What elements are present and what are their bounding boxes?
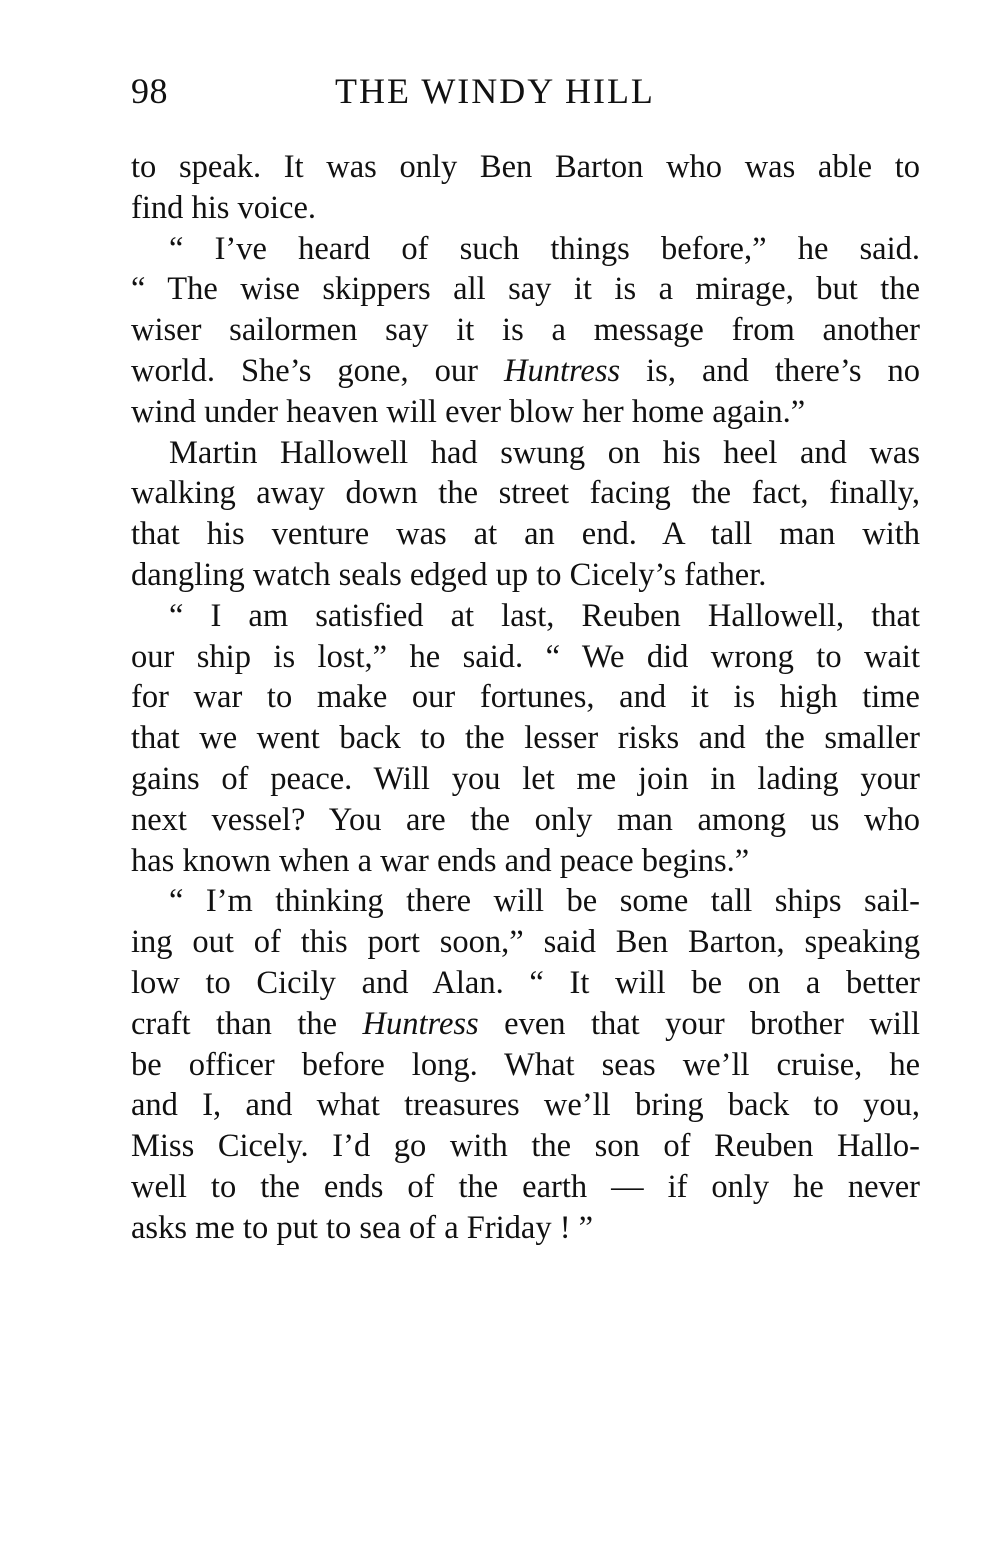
- text-line: “ I am satisfied at last, Reuben Hallowell, that: [169, 597, 920, 634]
- text-line: low to Cicily and Alan. “ It will be on a better: [131, 964, 920, 1001]
- text-line: to speak. It was only Ben Barton who was able to: [131, 149, 920, 185]
- text-line: gains of peace. Will you let me join in lading your: [131, 760, 920, 797]
- text-line: that his venture was at an end. A tall man with: [131, 516, 920, 553]
- text-run: even that your brother will: [478, 1005, 920, 1042]
- text-line: find his voice.: [131, 189, 317, 226]
- text-run: craft than the: [131, 1005, 363, 1042]
- text-line: for war to make our fortunes, and it is high time: [131, 679, 920, 716]
- text-run: world. She’s gone, our: [131, 352, 504, 389]
- text-line: has known when a war ends and peace begins.”: [131, 842, 750, 879]
- text-line: and I, and what treasures we’ll bring back to you,: [131, 1087, 920, 1124]
- text-line: that we went back to the lesser risks and the smaller: [131, 720, 920, 757]
- text-line: ing out of this port soon,” said Ben Barton, speaking: [131, 924, 920, 961]
- text-line: [131, 1004, 920, 1045]
- running-title: THE WINDY HILL: [335, 71, 655, 111]
- text-line: [131, 351, 920, 392]
- text-line: next vessel? You are the only man among us who: [131, 801, 920, 838]
- text-line: “ I’ve heard of such things before,” he said.: [169, 230, 920, 267]
- text-line: “ The wise skippers all say it is a mirage, but the: [131, 271, 920, 308]
- text-line: walking away down the street facing the fact, finally,: [131, 475, 920, 512]
- running-head: [131, 70, 921, 120]
- text-line: wind under heaven will ever blow her home again.”: [131, 393, 806, 430]
- text-line: asks me to put to sea of a Friday ! ”: [131, 1209, 594, 1246]
- text-line: well to the ends of the earth — if only he never: [131, 1168, 920, 1205]
- text-line: be officer before long. What seas we’ll cruise, he: [131, 1046, 920, 1083]
- text-line: dangling watch seals edged up to Cicely’s father.: [131, 556, 767, 593]
- page-number: 98: [131, 71, 168, 111]
- text-line: Martin Hallowell had swung on his heel and was: [169, 434, 920, 471]
- ship-name-italic: Huntress: [503, 352, 621, 389]
- text-run: is, and there’s no: [620, 352, 920, 389]
- body-text: [131, 147, 920, 1249]
- text-line: “ I’m thinking there will be some tall ships sail-: [169, 883, 920, 920]
- text-line: wiser sailormen say it is a message from another: [131, 312, 920, 349]
- ship-name-italic: Huntress: [362, 1005, 479, 1042]
- text-line: our ship is lost,” he said. “ We did wrong to wait: [131, 638, 920, 675]
- text-line: Miss Cicely. I’d go with the son of Reuben Hallo-: [131, 1128, 920, 1165]
